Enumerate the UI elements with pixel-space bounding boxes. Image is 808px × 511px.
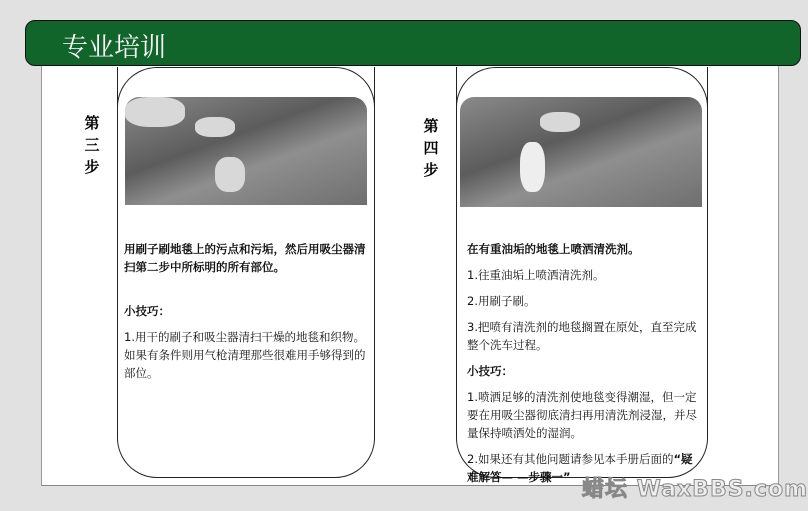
tip-item: 1.喷洒足够的清洗剂使地毯变得潮湿，但一定要在用吸尘器彻底清扫再用清洗剂浸湿，并尽量保持喷洒处的湿润。	[467, 390, 697, 440]
step3-photo	[125, 97, 367, 205]
header-bar	[25, 20, 801, 66]
step4-heading: 在有重油垢的地毯上喷洒清洗剂。	[467, 242, 640, 256]
watermark: 蜡坛 WaxBBS.com	[582, 477, 808, 502]
step4-photo	[460, 97, 702, 207]
tips-title: 小技巧：	[467, 364, 513, 378]
step3-label	[84, 112, 100, 178]
step-item: 2.用刷子刷。	[467, 294, 536, 308]
tip-text: 2.如果还有其他问题请参见本手册后面的	[467, 452, 674, 466]
tip-bold: “疑难解答— —步骤一”	[467, 452, 693, 484]
step-char: 步	[84, 158, 100, 176]
step3-text	[124, 240, 366, 390]
step-char: 第	[423, 117, 439, 135]
step4-label	[423, 115, 439, 181]
tip-item: 1.用干的刷子和吸尘器清扫干燥的地毯和织物。如果有条件则用气枪清理那些很难用手够得到的部位。	[124, 330, 366, 380]
step-item: 1.往重油垢上喷洒清洗剂。	[467, 268, 605, 282]
tips-title: 小技巧：	[124, 304, 170, 318]
step-item: 3.把喷有清洗剂的地毯搁置在原处，直至完成整个洗车过程。	[467, 320, 697, 352]
step-char: 四	[423, 139, 439, 157]
step-char: 第	[84, 114, 100, 132]
page-title: 专业培训	[62, 33, 167, 63]
step4-text	[467, 240, 703, 494]
step-char: 三	[84, 136, 100, 154]
step-char: 步	[423, 161, 439, 179]
step3-heading: 用刷子刷地毯上的污点和污垢，然后用吸尘器清扫第二步中所标明的所有部位。	[124, 242, 366, 274]
